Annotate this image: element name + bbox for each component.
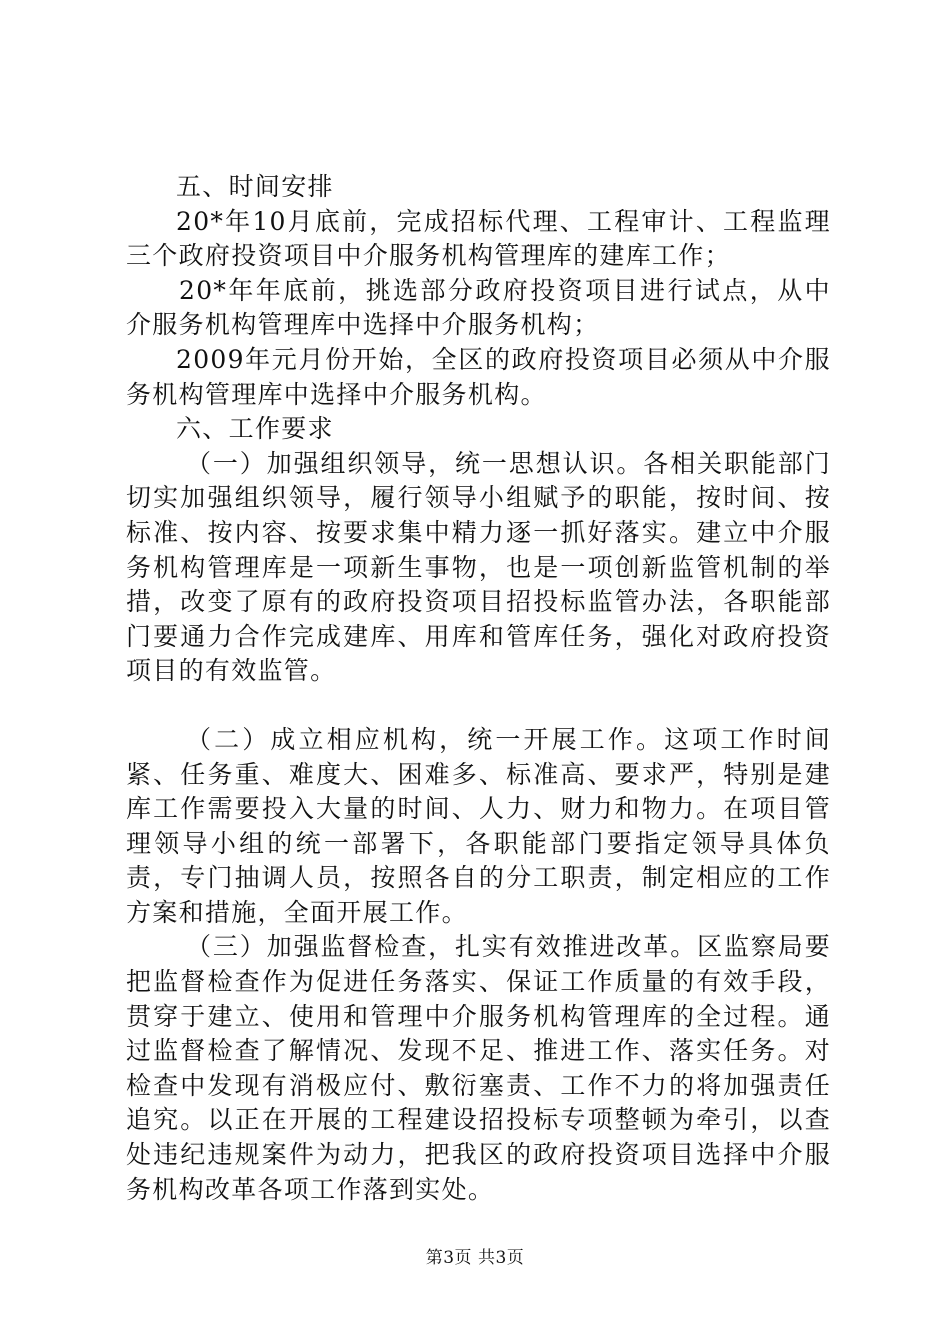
paragraph-requirement-2: （二）成立相应机构，统一开展工作。这项工作时间紧、任务重、难度大、困难多、标准高、要求严，特别是建库工作需要投入大量的时间、人力、财力和物力。在项目管理领导小组的统一部署下，各职能部门要指定领导具体负责，专门抽调人员，按照各自的分工职责，制定相应的工作方案和措施，全面开展工作。 (126, 724, 831, 927)
paragraph-october-deadline: 20*年10月底前，完成招标代理、工程审计、工程监理三个政府投资项目中介服务机构管理库的建库工作； (126, 206, 831, 271)
paragraph-2009-start: 2009年元月份开始，全区的政府投资项目必须从中介服务机构管理库中选择中介服务机构。 (126, 344, 831, 409)
paragraph-requirement-1: （一）加强组织领导，统一思想认识。各相关职能部门切实加强组织领导，履行领导小组赋予的职能，按时间、按标准、按内容、按要求集中精力逐一抓好落实。建立中介服务机构管理库是一项新生事物，也是一项创新监管机制的举措，改变了原有的政府投资项目招投标监管办法，各职能部门要通力合作完成建库、用库和管库任务，强化对政府投资项目的有效监管。 (126, 448, 831, 686)
paragraph-requirement-3: （三）加强监督检查，扎实有效推进改革。区监察局要把监督检查作为促进任务落实、保证工作质量的有效手段，贯穿于建立、使用和管理中介服务机构管理库的全过程。通过监督检查了解情况、发现不足、推进工作、落实任务。对检查中发现有消极应付、敷衍塞责、工作不力的将加强责任追究。以正在开展的工程建设招投标专项整顿为牵引，以查处违纪违规案件为动力，把我区的政府投资项目选择中介服务机构改革各项工作落到实处。 (126, 932, 831, 1204)
section-heading-requirements: 六、工作要求 (176, 414, 334, 444)
paragraph-year-end-pilot: 20*年年底前，挑选部分政府投资项目进行试点，从中介服务机构管理库中选择中介服务机构； (126, 275, 831, 340)
paragraph-spacer (126, 689, 831, 723)
document-body (126, 170, 831, 1207)
page-number-footer: 第3页 共3页 (425, 1248, 525, 1268)
section-heading-schedule: 五、时间安排 (176, 172, 334, 201)
